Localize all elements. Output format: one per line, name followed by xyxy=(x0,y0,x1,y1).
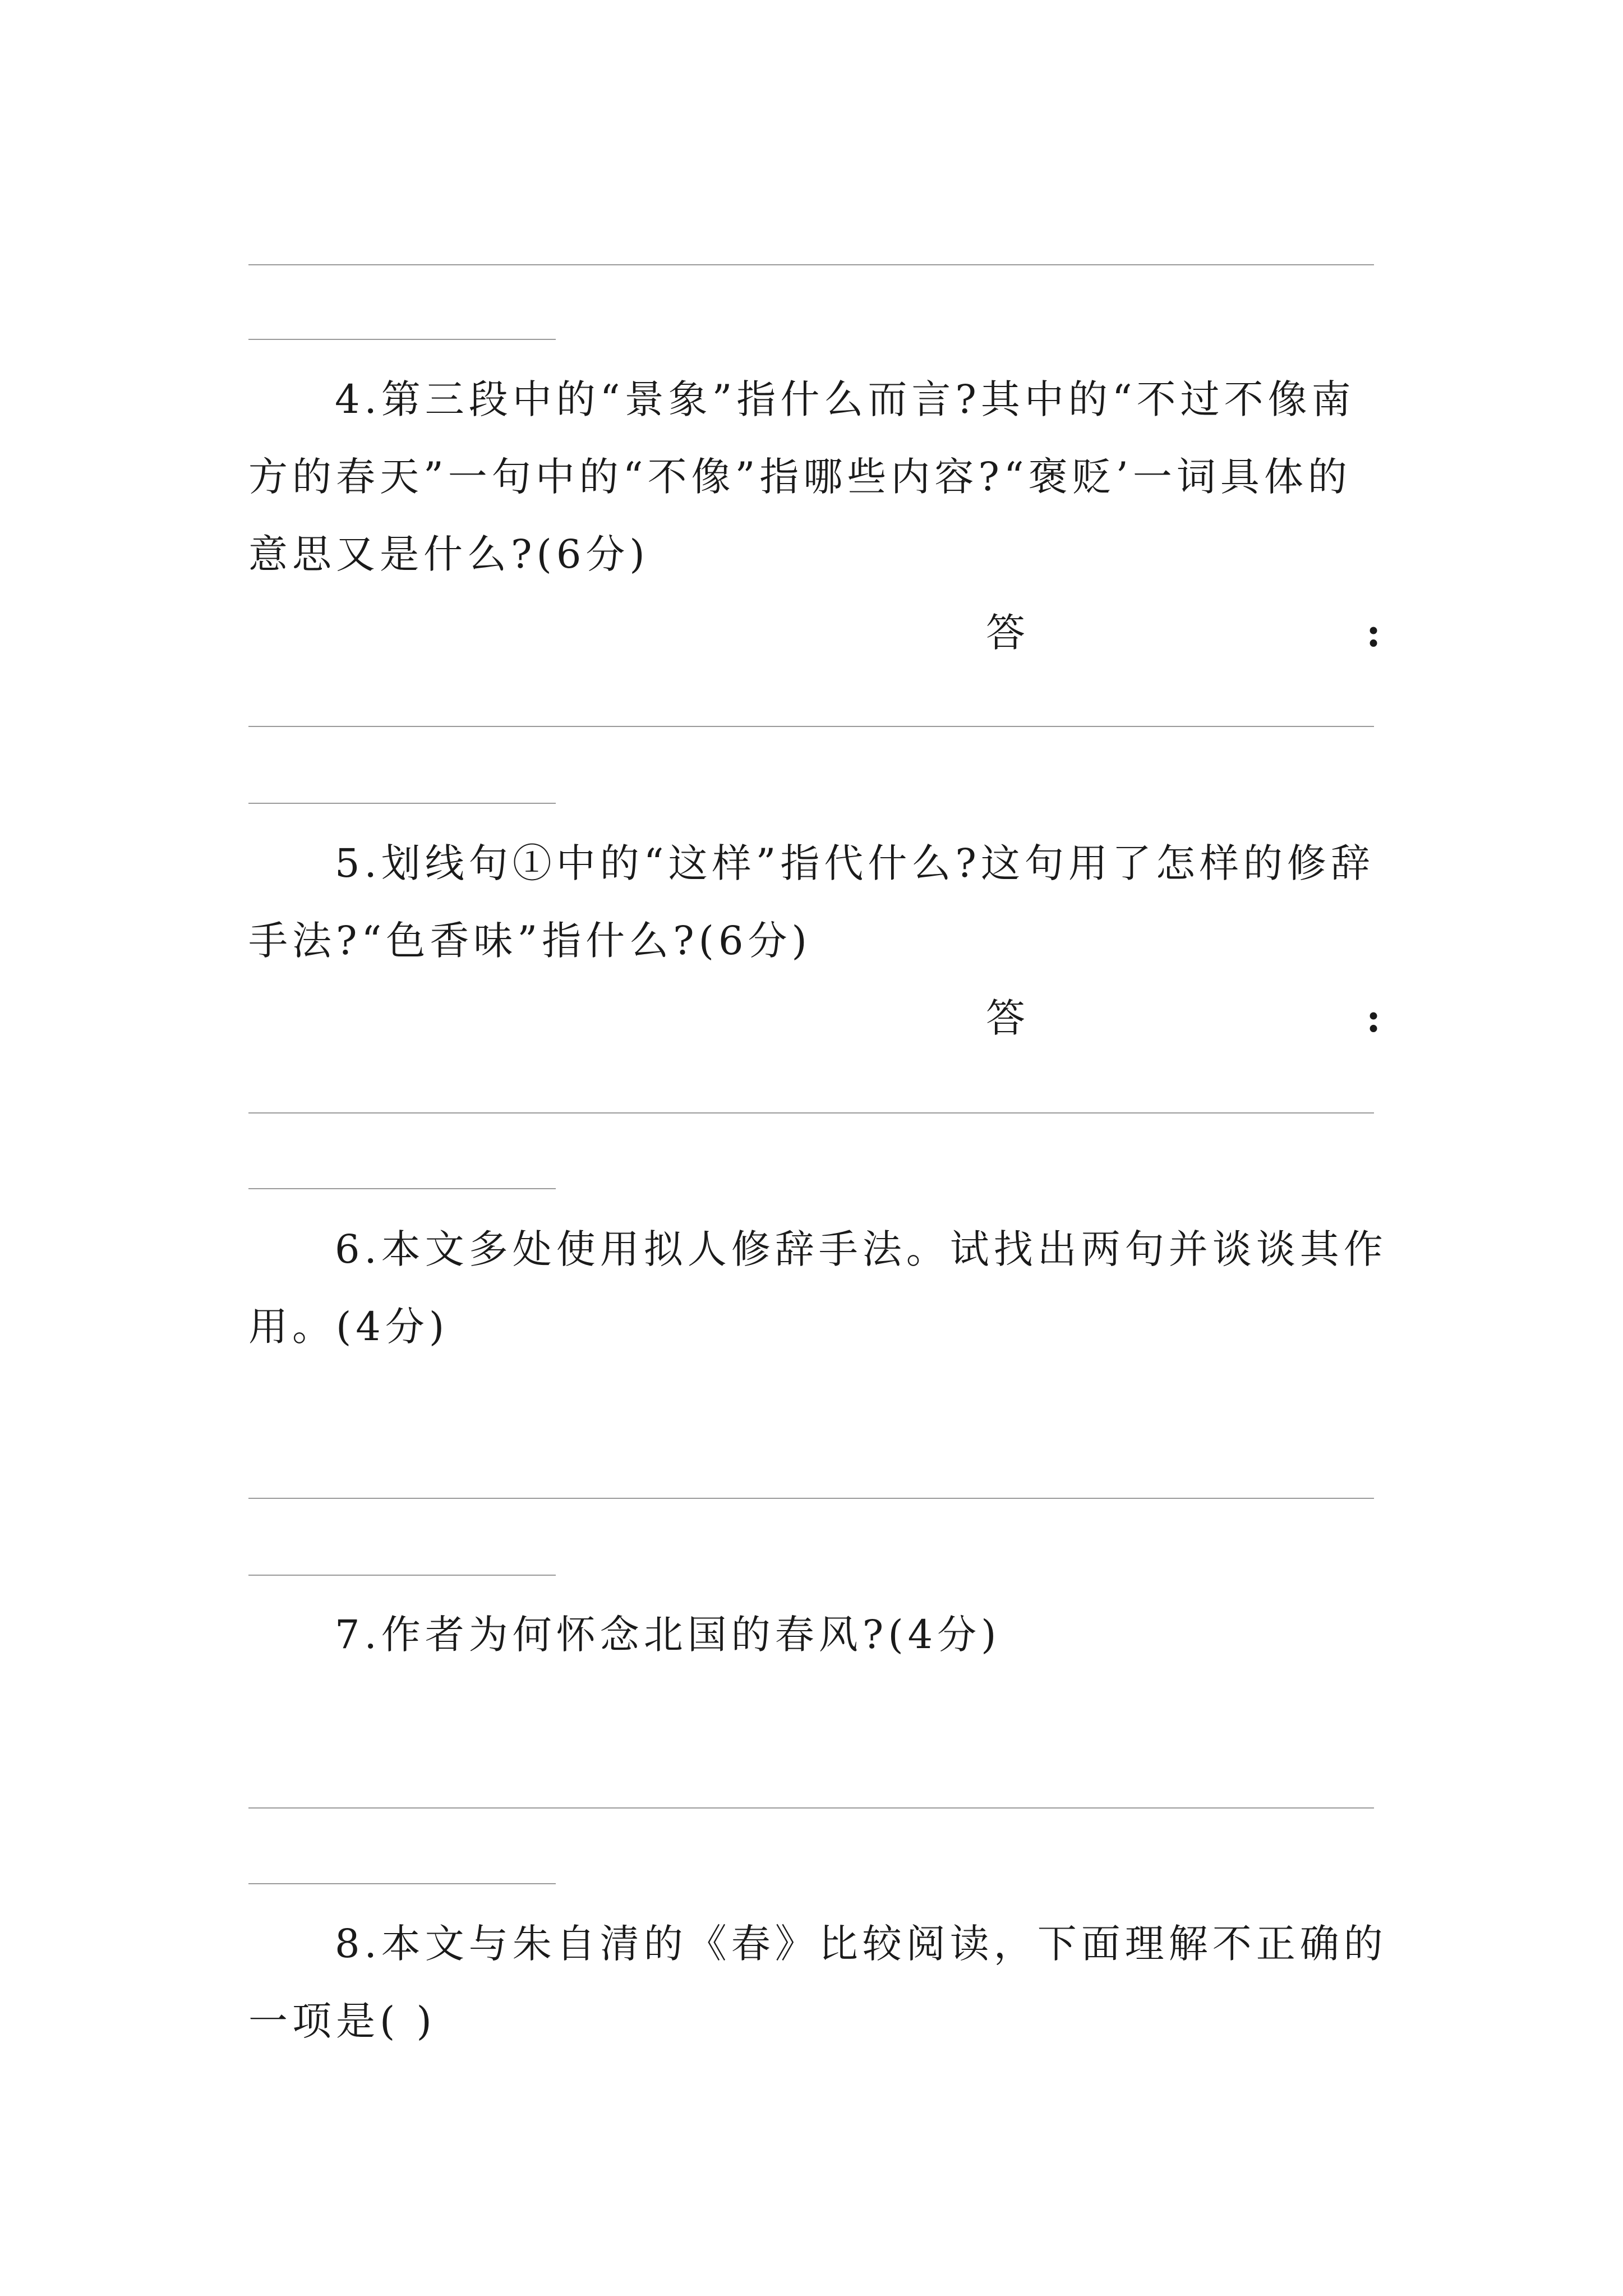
answer-line xyxy=(248,1883,556,1884)
answer-line xyxy=(248,1498,1374,1499)
answer-line xyxy=(248,1807,1374,1809)
answer-line xyxy=(248,726,1374,727)
answer-line xyxy=(248,1188,556,1189)
question-5: 5.划线句①中的“这样”指代什么?这句用了怎样的修辞手法?“色香味”指什么?(6分) xyxy=(248,840,1375,964)
answer-line xyxy=(248,803,556,804)
answer-colon: : xyxy=(1366,609,1381,656)
question-4: 4.第三段中的“景象”指什么而言?其中的“不过不像南方的春天”一句中的“不像”指哪些内容?“褒贬’一词具体的意思又是什么?(6分) xyxy=(248,376,1355,577)
answer-line xyxy=(248,1575,556,1576)
answer-line xyxy=(248,339,556,340)
answer-line xyxy=(248,1112,1374,1114)
answer-prompt-4 xyxy=(248,605,1381,661)
question-7: 7.作者为何怀念北国的春风?(4分) xyxy=(335,1612,1001,1658)
answer-line xyxy=(248,264,1374,265)
question-6: 6.本文多处使用拟人修辞手法。试找出两句并谈谈其作用。(4分) xyxy=(248,1226,1387,1350)
answer-label: 答 xyxy=(986,995,1025,1041)
question-8: 8.本文与朱自清的《春》比较阅读，下面理解不正确的一项是( ) xyxy=(248,1921,1387,2044)
answer-colon: : xyxy=(1366,995,1381,1041)
answer-label: 答 xyxy=(986,610,1025,656)
answer-prompt-5 xyxy=(248,990,1381,1046)
